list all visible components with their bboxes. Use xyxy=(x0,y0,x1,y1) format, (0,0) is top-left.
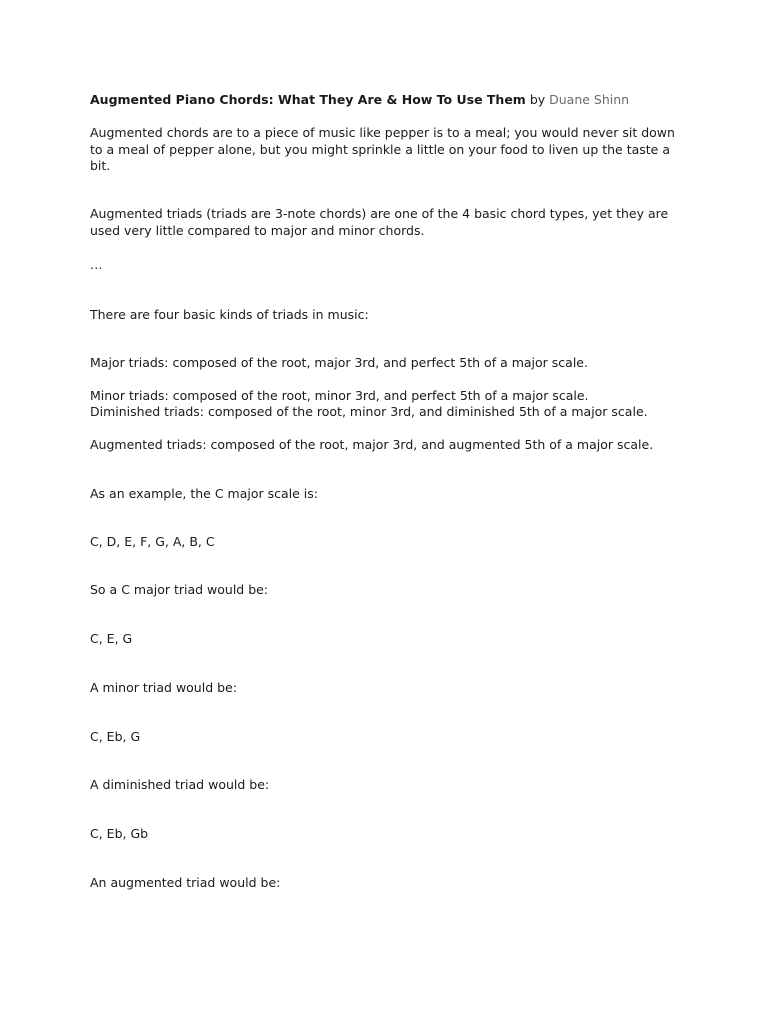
paragraph-augmented-triads: Augmented triads (triads are 3-note chords) are one of the 4 basic chord types, yet they are used very little compared to major and minor chords. xyxy=(90,206,669,238)
paragraph-diminished-triad-intro: A diminished triad would be: xyxy=(90,777,270,792)
paragraph-c-major-triad-intro: So a C major triad would be: xyxy=(90,582,269,597)
paragraph-minor-triad-intro: A minor triad would be: xyxy=(90,680,237,695)
document-title: Augmented Piano Chords: What They Are & How To Use Them xyxy=(90,92,526,107)
paragraph-c-major-example: As an example, the C major scale is: xyxy=(90,486,318,501)
paragraph-augmented-triad-intro: An augmented triad would be: xyxy=(90,875,281,890)
paragraph-major-triads: Major triads: composed of the root, major 3rd, and perfect 5th of a major scale. xyxy=(90,355,588,370)
paragraph-four-kinds: There are four basic kinds of triads in music: xyxy=(90,307,369,322)
paragraph-intro: Augmented chords are to a piece of music like pepper is to a meal; you would never sit down to a meal of pepper alone, but you might sprinkle a little on your food to liven up the taste a bit. xyxy=(90,125,675,173)
paragraph-c-major-scale: C, D, E, F, G, A, B, C xyxy=(90,534,215,549)
author-name: Duane Shinn xyxy=(549,92,630,107)
paragraph-diminished-triads: Diminished triads: composed of the root, minor 3rd, and diminished 5th of a major scale. xyxy=(90,404,648,419)
paragraph-c-major-triad: C, E, G xyxy=(90,631,133,646)
paragraph-augmented-definition: Augmented triads: composed of the root, major 3rd, and augmented 5th of a major scale. xyxy=(90,437,654,452)
paragraph-ellipsis: … xyxy=(90,257,103,272)
paragraph-minor-triad: C, Eb, G xyxy=(90,729,141,744)
document-heading xyxy=(90,92,690,109)
paragraph-diminished-triad: C, Eb, Gb xyxy=(90,826,149,841)
byline-prefix: by xyxy=(525,92,550,107)
paragraph-minor-triads: Minor triads: composed of the root, minor 3rd, and perfect 5th of a major scale. xyxy=(90,388,589,403)
